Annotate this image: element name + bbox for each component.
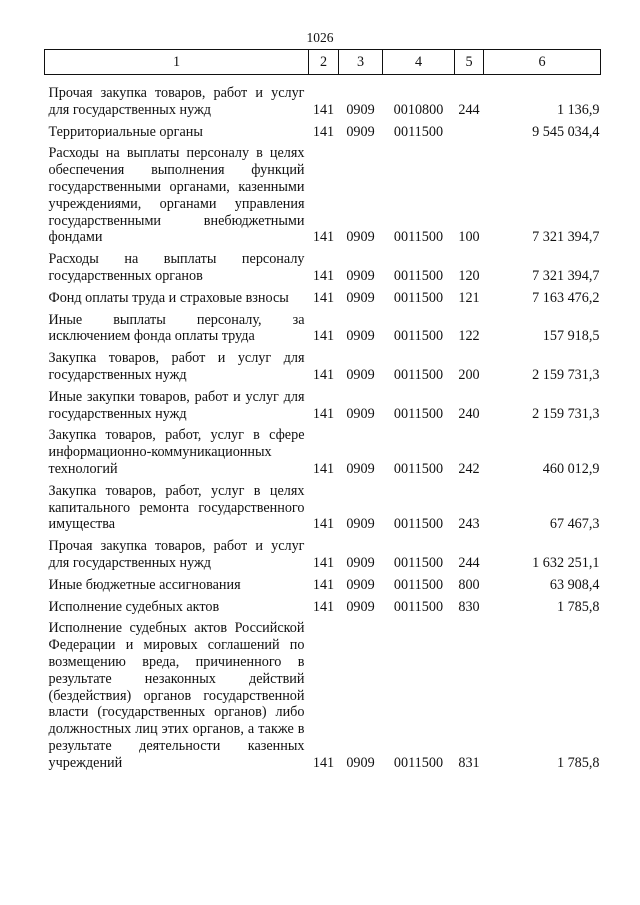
row-name: Закупка товаров, работ, услуг в целях капитального ремонта государственного имущества [48, 482, 305, 533]
row-col-5: 100 [458, 229, 480, 246]
table-row [45, 483, 601, 538]
row-col-5 [455, 124, 484, 146]
row-col-4: 0010800 [393, 101, 444, 118]
row-name: Иные выплаты персоналу, за исключением фонда оплаты труда [48, 311, 305, 345]
row-amount: 1 632 251,1 [532, 554, 600, 571]
row-name: Расходы на выплаты персоналу государственных органов [48, 251, 305, 284]
row-col-2: 141 [312, 123, 335, 140]
row-amount: 67 467,3 [549, 516, 600, 533]
page-number: 1026 [306, 30, 334, 45]
row-col-4: 0011500 [393, 516, 444, 533]
row-amount: 1 785,8 [556, 598, 600, 615]
row-amount: 2 159 731,3 [532, 366, 600, 383]
row-col-3: 0909 [346, 516, 375, 533]
table-row [45, 389, 601, 428]
row-col-4: 0011500 [393, 598, 444, 615]
table-row [45, 599, 601, 621]
row-name: Закупка товаров, работ и услуг для государственных нужд [48, 350, 305, 383]
row-col-3: 0909 [346, 754, 375, 771]
row-amount: 157 918,5 [542, 328, 600, 345]
row-col-3: 0909 [346, 267, 375, 284]
row-col-3: 0909 [346, 328, 375, 345]
row-col-2: 141 [312, 328, 335, 345]
row-col-5: 244 [458, 554, 480, 571]
header-col-5: 5 [455, 50, 484, 75]
row-col-4: 0011500 [393, 554, 444, 571]
row-amount: 2 159 731,3 [532, 405, 600, 422]
row-amount: 1 785,8 [556, 754, 600, 771]
row-name: Фонд оплаты труда и страховые взносы [48, 289, 289, 306]
row-col-3: 0909 [346, 366, 375, 383]
row-col-4: 0011500 [393, 460, 444, 477]
row-col-2: 141 [312, 229, 335, 246]
row-name: Иные закупки товаров, работ и услуг для государственных нужд [48, 388, 305, 422]
row-col-3: 0909 [346, 123, 375, 140]
row-col-2: 141 [312, 598, 335, 615]
row-amount: 7 321 394,7 [532, 229, 600, 246]
row-col-3: 0909 [346, 405, 375, 422]
header-col-6: 6 [484, 50, 601, 75]
row-name: Расходы на выплаты персоналу в целях обеспечения выполнения функций государственными органами, казенными учреждениями, органами управления государственными внебюджетными фондами [48, 145, 305, 246]
table-row [45, 538, 601, 577]
row-col-5: 242 [458, 460, 480, 477]
row-col-2: 141 [312, 289, 335, 306]
row-name: Исполнение судебных актов Российской Федерации и мировых соглашений по возмещению вреда, причиненного в результате незаконных действий (бездействия) органов государственной власти (государственных органов) либо должностных лиц этих органов, а также в результате деятельности казенных учреждений [48, 620, 305, 771]
row-col-3: 0909 [346, 101, 375, 118]
row-col-5: 120 [458, 267, 480, 284]
row-col-3: 0909 [346, 460, 375, 477]
row-col-4: 0011500 [393, 229, 444, 246]
table-row [45, 620, 601, 776]
row-col-4: 0011500 [393, 289, 444, 306]
row-col-5: 244 [458, 101, 480, 118]
row-name: Прочая закупка товаров, работ и услуг для государственных нужд [48, 85, 305, 118]
table-row [45, 350, 601, 389]
row-name: Закупка товаров, работ, услуг в сфере информационно-коммуникационных технологий [48, 427, 305, 477]
table-header-row [45, 50, 601, 75]
row-name: Территориальные органы [48, 123, 203, 140]
row-col-5: 240 [458, 405, 480, 422]
row-col-2: 141 [312, 405, 335, 422]
header-col-3: 3 [339, 50, 383, 75]
row-col-4: 0011500 [393, 366, 444, 383]
table-row [45, 145, 601, 251]
row-amount: 63 908,4 [549, 576, 600, 593]
row-col-5: 121 [458, 289, 480, 306]
table-row [45, 312, 601, 351]
row-amount: 7 163 476,2 [532, 289, 600, 306]
row-col-2: 141 [312, 554, 335, 571]
header-col-2: 2 [309, 50, 339, 75]
row-col-5: 831 [458, 754, 480, 771]
row-col-3: 0909 [346, 289, 375, 306]
table-row [45, 577, 601, 599]
row-col-2: 141 [312, 516, 335, 533]
row-name: Исполнение судебных актов [48, 598, 220, 615]
row-col-3: 0909 [346, 554, 375, 571]
row-col-4: 0011500 [393, 576, 444, 593]
row-col-3: 0909 [346, 576, 375, 593]
row-amount: 9 545 034,4 [532, 123, 600, 140]
row-name: Прочая закупка товаров, работ и услуг для государственных нужд [48, 538, 305, 571]
table-row [45, 290, 601, 312]
row-col-2: 141 [312, 460, 335, 477]
row-col-3: 0909 [346, 229, 375, 246]
table-row [45, 124, 601, 146]
row-col-3: 0909 [346, 598, 375, 615]
row-col-2: 141 [312, 366, 335, 383]
row-col-4: 0011500 [393, 405, 444, 422]
table-row [45, 85, 601, 124]
row-amount: 7 321 394,7 [532, 267, 600, 284]
row-col-5: 800 [458, 576, 480, 593]
table-row [45, 427, 601, 482]
row-col-4: 0011500 [393, 754, 444, 771]
row-col-5: 243 [458, 516, 480, 533]
row-col-4: 0011500 [393, 328, 444, 345]
row-col-4: 0011500 [393, 123, 444, 140]
row-col-2: 141 [312, 267, 335, 284]
header-col-4: 4 [383, 50, 455, 75]
row-col-5: 200 [458, 366, 480, 383]
row-col-4: 0011500 [393, 267, 444, 284]
row-amount: 1 136,9 [556, 101, 600, 118]
row-amount: 460 012,9 [542, 460, 600, 477]
row-col-2: 141 [312, 576, 335, 593]
header-col-1: 1 [45, 50, 309, 75]
row-col-2: 141 [312, 754, 335, 771]
row-col-2: 141 [312, 101, 335, 118]
budget-table [44, 49, 601, 776]
row-name: Иные бюджетные ассигнования [48, 576, 241, 593]
row-col-5: 122 [458, 328, 480, 345]
table-row [45, 251, 601, 290]
row-col-5: 830 [458, 598, 480, 615]
